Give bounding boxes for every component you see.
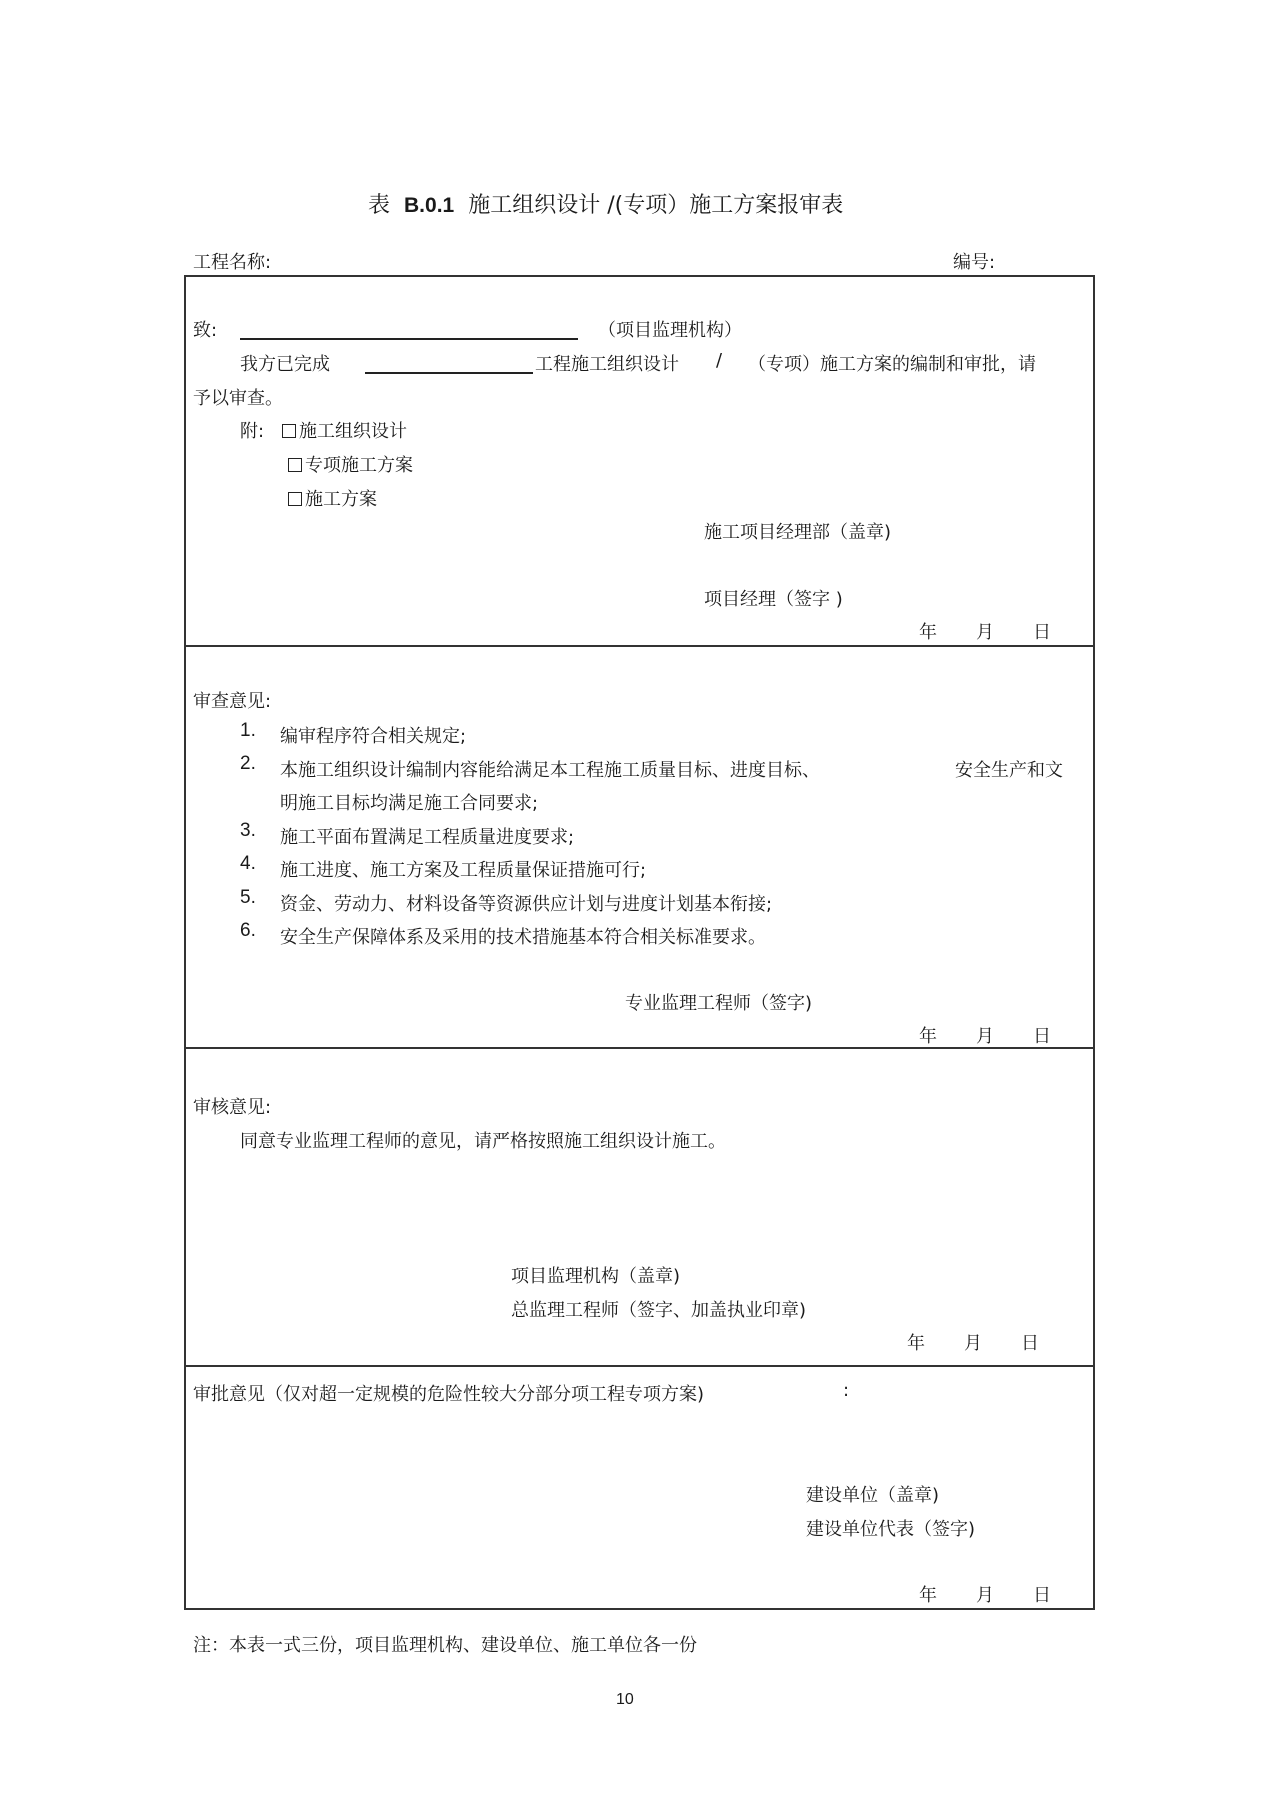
date-day: 日 xyxy=(1033,1585,1051,1606)
checkbox-icon[interactable] xyxy=(288,458,302,472)
section-divider-3 xyxy=(184,1365,1095,1367)
date-month: 月 xyxy=(976,622,994,643)
footer-note: 注：本表一式三份，项目监理机构、建设单位、施工单位各一份 xyxy=(193,1635,697,1656)
section-divider-1 xyxy=(184,645,1095,647)
audit-text: 同意专业监理工程师的意见，请严格按照施工组织设计施工。 xyxy=(240,1131,726,1152)
date-year: 年 xyxy=(919,622,937,643)
line1-b: 工程施工组织设计 xyxy=(535,354,679,375)
item-text: 编审程序符合相关规定; xyxy=(280,726,467,747)
date-day: 日 xyxy=(1033,622,1051,643)
number-label: 编号: xyxy=(953,252,996,273)
item-number: 4. xyxy=(240,853,256,874)
item-text-cont: 明施工目标均满足施工合同要求; xyxy=(280,793,539,814)
title-name: 施工组织设计 /(专项）施工方案报审表 xyxy=(468,193,844,218)
date-year: 年 xyxy=(919,1026,937,1047)
checkbox-icon[interactable] xyxy=(288,492,302,506)
item-text: 安全生产保障体系及采用的技术措施基本符合相关标准要求。 xyxy=(280,927,766,948)
chief-sign: 总监理工程师（签字、加盖执业印章) xyxy=(511,1300,807,1321)
line1-a: 我方已完成 xyxy=(240,354,330,375)
engineer-sign: 专业监理工程师（签字) xyxy=(625,993,813,1014)
item-number: 3. xyxy=(240,820,256,841)
dept-stamp: 施工项目经理部（盖章) xyxy=(704,522,892,543)
date-month: 月 xyxy=(976,1585,994,1606)
date-year: 年 xyxy=(907,1333,925,1354)
item-text-right: 安全生产和文 xyxy=(955,760,1063,781)
attachment-label: 施工方案 xyxy=(305,489,377,510)
attachment-label: 专项施工方案 xyxy=(305,455,413,476)
checkbox-icon[interactable] xyxy=(282,424,296,438)
to-label: 致: xyxy=(193,320,218,341)
line1-c: / xyxy=(716,350,723,371)
item-text: 施工进度、施工方案及工程质量保证措施可行; xyxy=(280,860,647,881)
attach-label: 附: xyxy=(240,421,265,442)
attachment-item[interactable] xyxy=(282,417,407,443)
section-divider-2 xyxy=(184,1047,1095,1049)
attachment-label: 施工组织设计 xyxy=(299,421,407,442)
org-stamp: 项目监理机构（盖章) xyxy=(511,1266,681,1287)
item-number: 2. xyxy=(240,753,256,774)
date-day: 日 xyxy=(1033,1026,1051,1047)
page-number: 10 xyxy=(616,1691,634,1708)
item-number: 6. xyxy=(240,920,256,941)
approval-colon: : xyxy=(843,1380,850,1401)
date-year: 年 xyxy=(919,1585,937,1606)
line2: 予以审查。 xyxy=(193,388,283,409)
date-day: 日 xyxy=(1021,1333,1039,1354)
to-underline xyxy=(240,338,578,340)
title-prefix: 表 xyxy=(368,193,391,218)
rep-sign: 建设单位代表（签字) xyxy=(806,1519,976,1540)
approval-label: 审批意见（仅对超一定规模的危险性较大分部分项工程专项方案) xyxy=(193,1384,705,1405)
line1-d: （专项）施工方案的编制和审批，请 xyxy=(748,354,1036,375)
date-month: 月 xyxy=(976,1026,994,1047)
item-text: 资金、劳动力、材料设备等资源供应计划与进度计划基本衔接; xyxy=(280,894,773,915)
item-number: 1. xyxy=(240,720,256,741)
item-text: 本施工组织设计编制内容能给满足本工程施工质量目标、进度目标、 xyxy=(280,760,820,781)
unit-stamp: 建设单位（盖章) xyxy=(806,1485,940,1506)
manager-sign: 项目经理（签字 ) xyxy=(704,589,843,610)
date-month: 月 xyxy=(964,1333,982,1354)
attachment-item[interactable] xyxy=(288,451,413,477)
project-underline xyxy=(365,372,533,374)
item-text: 施工平面布置满足工程质量进度要求; xyxy=(280,827,575,848)
page-title xyxy=(368,188,843,219)
to-suffix: （项目监理机构） xyxy=(598,320,742,341)
project-name-label: 工程名称: xyxy=(193,252,272,273)
audit-label: 审核意见: xyxy=(193,1097,272,1118)
review-label: 审查意见: xyxy=(193,691,272,712)
title-code: B.0.1 xyxy=(404,194,455,217)
item-number: 5. xyxy=(240,887,256,908)
attachment-item[interactable] xyxy=(288,485,377,511)
